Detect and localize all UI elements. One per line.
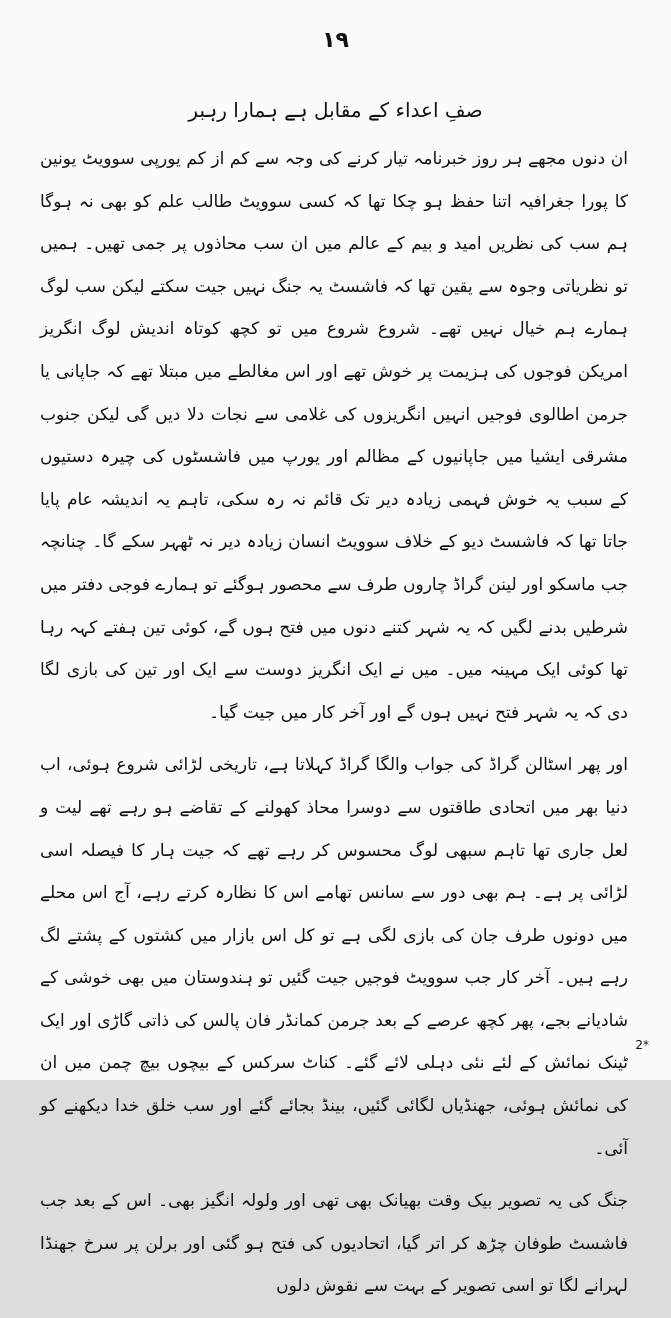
body-text bbox=[40, 138, 628, 1318]
page-number: ١٩ bbox=[322, 28, 349, 53]
paragraph-1: ان دنوں مجھے ہر روز خبرنامہ تیار کرنے کی وجہ سے کم از کم یورپی سوویٹ یونین کا پورا جغرافیہ اتنا حفظ ہو چکا تھا کہ کسی سوویٹ طالب علم کو بھی نہ ہوگا ہم سب کی نظریں امید و بیم کے عالم میں ان سب محاذوں پر جمی تھیں۔ ہمیں تو نظریاتی وجوہ سے یقین تھا کہ فاشسٹ یہ جنگ نہیں جیت سکتے لیکن سب لوگ ہمارے ہم خیال نہیں تھے۔ شروع شروع میں تو کچھ کوتاہ اندیش لوگ انگریز امریکن فوجوں کی ہزیمت پر خوش تھے اور اس مغالطے میں مبتلا تھے کہ جاپانی یا جرمن اطالوی فوجیں انہیں انگریزوں کی غلامی سے نجات دلا دیں گی لیکن جنوب مشرقی ایشیا میں جاپانیوں کے مظالم اور یورپ میں فاشسٹوں کی چیرہ دستیوں کے سبب یہ خوش فہمی زیادہ دیر تک قائم نہ رہ سکی، تاہم یہ اندیشہ عام پایا جاتا تھا کہ فاشسٹ دیو کے خلاف سوویٹ انسان زیادہ دیر نہ ٹھہر سکے گا۔ چنانچہ جب ماسکو اور لینن گراڈ چاروں طرف سے محصور ہوگئے تو ہمارے فوجی دفتر میں شرطیں بدنے لگیں کہ یہ شہر کتنے دنوں میں فتح ہوں گے، کوئی تین ہفتے کہہ رہا تھا کوئی ایک مہینہ میں۔ میں نے ایک انگریز دوست سے ایک اور تین کی بازی لگا دی کہ یہ شہر فتح نہیں ہوں گے اور آخر کار میں جیت گیا۔ bbox=[40, 149, 628, 723]
paragraph-3: جنگ کی یہ تصویر بیک وقت بھیانک بھی تھی اور ولولہ انگیز بھی۔ اس کے بعد جب فاشسٹ طوفان چڑھ کر اتر گیا، اتحادیوں کی فتح ہو گئی اور برلن پر سرخ جھنڈا لہرانے لگا تو اسی تصویر کے بہت سے نقوش دلوں bbox=[40, 1191, 628, 1297]
page-title: صفِ اعداء کے مقابل ہے ہمارا رہبر bbox=[188, 98, 483, 122]
paragraph-2: اور پھر اسٹالن گراڈ کی جواب والگا گراڈ کہلاتا ہے، تاریخی لڑائی شروع ہوئی، اب دنیا بھر میں اتحادی طاقتوں سے دوسرا محاذ کھولنے کے تقاضے ہو رہے تھے لیت و لعل جاری تھا تاہم سبھی لوگ محسوس کر رہے تھے کہ جیت ہار کا فیصلہ اسی لڑائی پر ہے۔ ہم بھی دور سے سانس تھامے اس کا نظارہ کرتے رہے، آج اس محلے میں دونوں طرف جان کی بازی لگی ہے تو کل اس بازار میں کشتوں کے پشتے لگ رہے ہیں۔ آخر کار جب سوویٹ فوجیں جیت گئیں تو ہندوستان میں بھی خوشی کے شادیانے بجے، پھر کچھ عرصے کے بعد جرمن کمانڈر فان پالس کی ذاتی گاڑی اور ایک ٹینک نمائش کے لئے نئی دہلی لائے گئے۔ کناٹ سرکس کے بیچوں بیچ چمن میں ان کی نمائش ہوئی، جھنڈیاں لگائی گئیں، بینڈ بجائے گئے اور سب خلق خدا دیکھنے کو آئی۔ bbox=[40, 755, 628, 1159]
footer-signature-mark: 2* bbox=[635, 1038, 649, 1052]
